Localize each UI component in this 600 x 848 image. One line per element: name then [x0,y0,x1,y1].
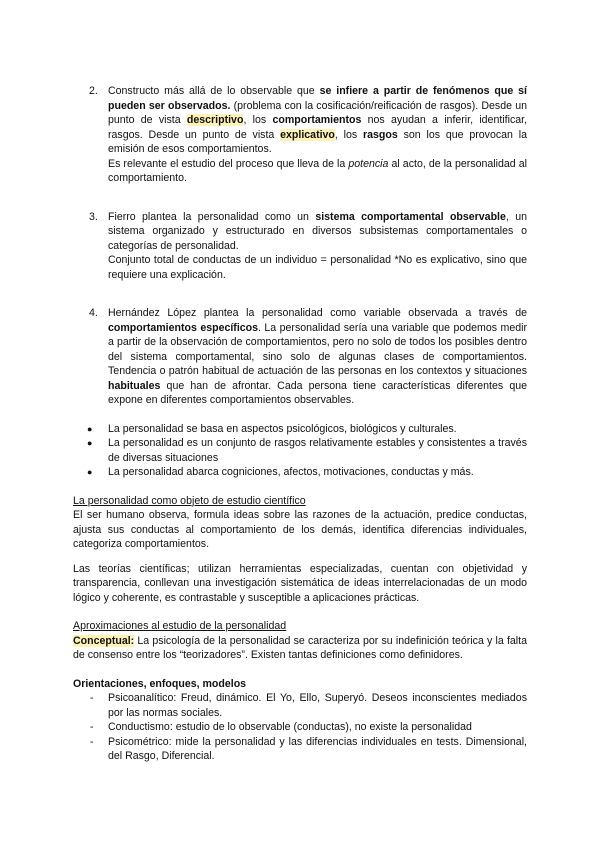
dash-icon: - [90,735,94,748]
text: Es relevante el estudio del proceso que lleva de la [108,157,349,170]
italic-text: potencia [348,157,389,170]
paragraph [108,157,527,186]
document-content [73,84,527,764]
bold-text: habituales [108,379,161,392]
text: Hernández López plantea la personalidad como variable observada a través de [108,307,527,319]
paragraph: Las teorías científicas; utilizan herramientas especializadas, cuentan con objetividad y transparencia, conllevan una investigación sistemática de ideas interrelacionadas de un modo lógico y coherente, es contrastable y susceptible a aplicaciones prácticas. [73,562,527,604]
text: son los que provocan la emisión de esos comportamientos. [108,128,527,155]
list-item [73,422,527,437]
highlighted-term: explicativo [280,128,335,141]
list-item [73,465,527,480]
paragraph [108,210,527,254]
list-item [73,735,527,764]
paragraph [108,306,527,408]
text: que han de afrontar. Cada persona tiene características diferentes que expone en diferentes comportamientos observables. [108,379,527,406]
bold-text: comportamientos [272,114,362,126]
text: nos ayudan a inferir, identificar, rasgos. Desde un punto de vista [108,114,528,141]
bold-text: sistema comportamental observable [315,210,506,223]
list-item [73,436,527,465]
bold-text: comportamientos específicos [108,321,259,334]
list-item-text: La personalidad es un conjunto de rasgos relativamente estables y consistentes a través de diversas situaciones [108,437,527,464]
list-item-text: Conductismo: estudio de lo observable (conductas), no existe la personalidad [108,721,472,733]
list-item-text: La personalidad abarca cogniciones, afectos, motivaciones, conductas y más. [108,466,474,478]
section-heading: La personalidad como objeto de estudio científico [73,494,306,507]
list-item-text: La personalidad se basa en aspectos psicológicos, biológicos y culturales. [108,422,457,435]
numbered-item-4 [73,306,527,408]
paragraph: Conjunto total de conductas de un individuo = personalidad *No es explicativo, sino que requiere una explicación. [108,254,527,281]
list-item [73,691,527,720]
list-item [73,720,527,735]
bullet-icon: ● [87,467,93,477]
text: , los [334,128,364,141]
text: , los [243,114,273,126]
bold-text: se infiere a partir de fenómenos que sí pueden ser observados. [108,85,527,112]
numbered-item-2 [73,84,527,186]
bullet-icon: ● [87,423,93,434]
text: Constructo más allá de lo observable que [108,85,320,97]
bold-text: rasgos [363,128,398,141]
text: , un sistema organizado y estructurado en diversos subsistemas comportamentales o categorías de personalidad. [108,210,527,252]
paragraph [108,84,527,157]
item-number: 4. [89,307,98,319]
bullet-list [73,422,527,480]
item-number: 2. [89,85,98,97]
numbered-item-3 [73,210,527,283]
paragraph [73,634,527,663]
text: al acto, de la personalidad al comportamiento. [108,157,527,184]
text: (problema con la cosificación/reificación de rasgos). Desde un punto de vista [108,99,528,126]
section-heading: Aproximaciones al estudio de la personalidad [73,620,287,632]
section-heading: Orientaciones, enfoques, modelos [73,677,247,690]
dash-list [73,691,527,764]
list-item-text: Psicoanalítico: Freud, dinámico. El Yo, Ello, Superyó. Deseos inconscientes mediados por las normas sociales. [108,692,527,719]
bullet-icon: ● [87,438,93,448]
list-item-text: Psicométrico: mide la personalidad y las diferencias individuales en tests. Dimensional, del Rasgo, Diferencial. [108,735,527,762]
text: Fierro plantea la personalidad como un [108,210,316,223]
text: La psicología de la personalidad se caracteriza por su indefinición teórica y la falta de consenso entre los “teorizadores”. Existen tantas definiciones como definidores. [73,634,527,661]
paragraph: El ser humano observa, formula ideas sobre las razones de la actuación, predice conductas, ajusta sus conductas al comportamiento de los demás, identifica diferencias individuales, categoriza comportamientos. [73,509,527,550]
dash-icon: - [90,721,94,733]
highlighted-term: Conceptual: [73,634,135,647]
item-number: 3. [89,210,98,223]
highlighted-term: descriptivo [186,114,244,126]
text: . La personalidad sería una variable que podemos medir a partir de la observación de comportamientos, pero no solo de todos los posibles dentro del sistema comportamental, sino solo de algunas clases de comportamientos. Tendencia o patrón habitual de actuación de las personas en los contextos y situaciones [108,321,527,377]
dash-icon: - [90,692,94,704]
